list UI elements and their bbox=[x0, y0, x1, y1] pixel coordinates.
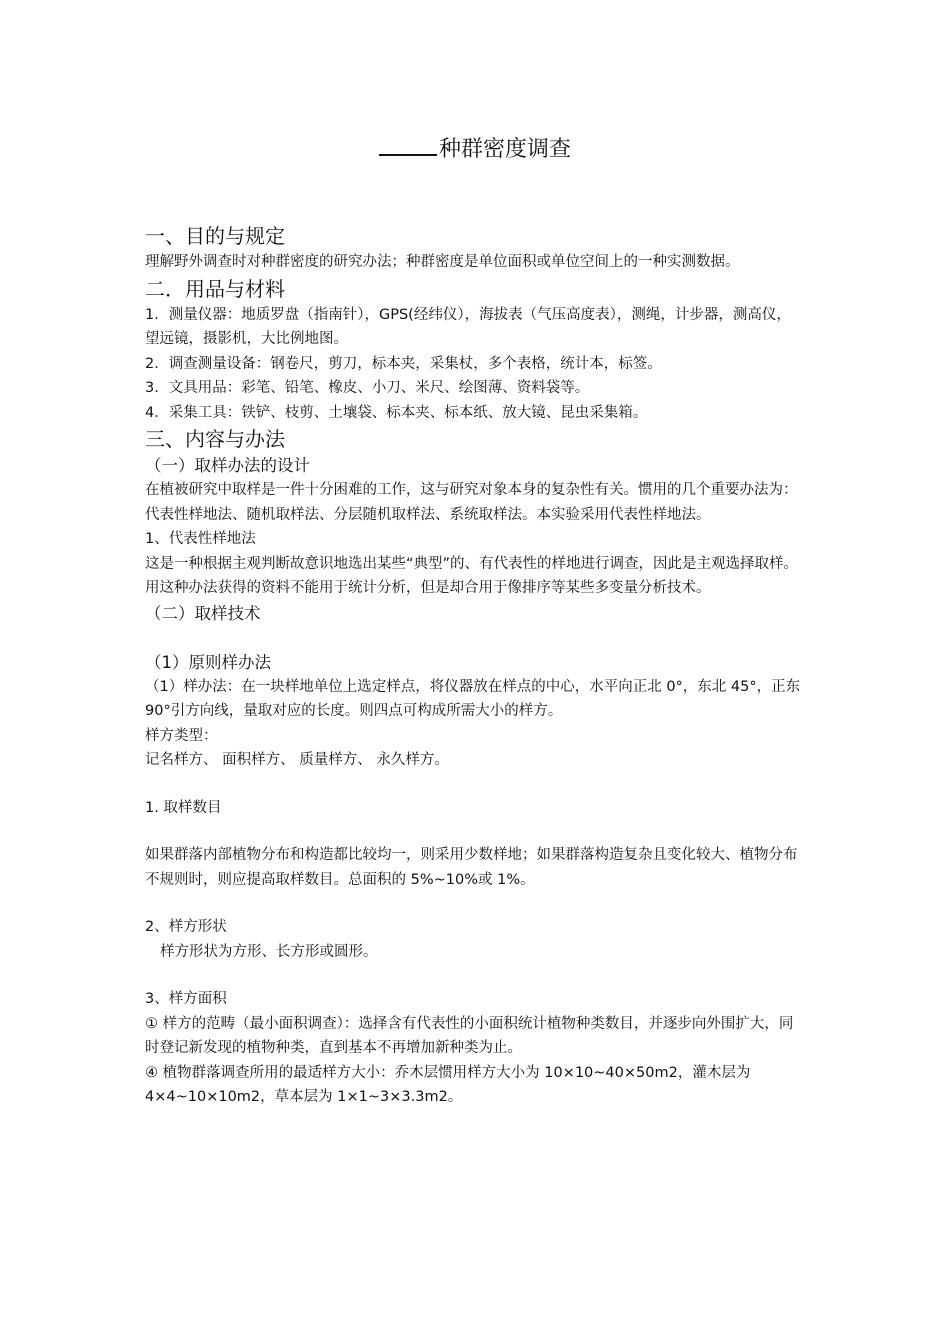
page-title bbox=[0, 132, 950, 167]
subsection-1-body: 在植被研究中取样是一件十分困难的工作，这与研究对象本身的复杂性有关。惯用的几个重要办法为：代表性样地法、随机取样法、分层随机取样法、系统取样法。本实验采用代表性样地法。 bbox=[145, 482, 798, 523]
sample-count-body: 如果群落内部植物分布和构造都比较均一，则采用少数样地；如果群落构造复杂且变化较大、植物分布不规则时，则应提高取样数目。总面积的 5%~10%或 1%。 bbox=[145, 847, 798, 888]
quadrat-types-label: 样方类型： bbox=[145, 727, 218, 744]
document-body bbox=[145, 222, 805, 1110]
materials-item-3: 3．文具用品：彩笔、铅笔、橡皮、小刀、米尺、绘图薄、资料袋等。 bbox=[145, 380, 590, 396]
quadrat-area-item-1: ① 样方的范畴（最小面积调查）：选择含有代表性的小面积统计植物种类数目，并逐步向外围扩大，同时登记新发现的植物种类，直到基本不再增加新种类为止。 bbox=[145, 1015, 794, 1056]
quadrat-shape-body: 样方形状为方形、长方形或圆形。 bbox=[160, 943, 378, 960]
section-1-heading: 一、目的与规定 bbox=[145, 224, 285, 248]
quadrat-area-heading: 3、样方面积 bbox=[145, 991, 227, 1007]
spacer bbox=[145, 626, 805, 650]
spacer bbox=[145, 892, 805, 915]
quadrat-types-list: 记名样方、 面积样方、 质量样方、 永久样方。 bbox=[145, 752, 449, 768]
spacer bbox=[145, 773, 805, 796]
materials-item-2: 2．调查测量设备：钢卷尺，剪刀，标本夹，采集杖，多个表格，统计本，标签。 bbox=[145, 355, 662, 372]
method-1-body: 这是一种根据主观判断故意识地选出某些“典型”的、有代表性的样地进行调查，因此是主观选择取样。用这种办法获得的资料不能用于统计分析，但是却合用于像排序等某些多变量分析技术。 bbox=[145, 555, 799, 596]
spacer bbox=[145, 820, 805, 843]
section-2-heading: 二．用品与材料 bbox=[145, 276, 285, 301]
section-3-heading: 三、内容与办法 bbox=[145, 427, 285, 451]
principle-heading: （1）原则样办法 bbox=[145, 652, 271, 672]
subsection-1-heading: （一）取样办法的设计 bbox=[145, 456, 310, 475]
title-blank-line bbox=[379, 132, 437, 156]
principle-body: （1）样办法：在一块样地单位上选定样点，将仪器放在样点的中心，水平向正北 0°，东北 45°，正东 90°引方向线，量取对应的长度。则四点可构成所需大小的样方。 bbox=[145, 678, 801, 719]
quadrat-area-item-2: ④ 植物群落调查所用的最适样方大小：乔木层惯用样方大小为 10×10~40×50m2，灌木层为 4×4~10×10m2，草本层为 1×1~3×3.3m2。 bbox=[145, 1064, 751, 1105]
title-text: 种群密度调查 bbox=[438, 137, 571, 162]
spacer bbox=[145, 964, 805, 987]
section-1-body: 理解野外调查时对种群密度的研究办法；种群密度是单位面积或单位空间上的一种实测数据。 bbox=[145, 254, 740, 270]
subsection-2-heading: （二）取样技术 bbox=[145, 603, 261, 623]
quadrat-shape-heading: 2、样方形状 bbox=[145, 919, 227, 935]
method-1-heading: 1、代表性样地法 bbox=[145, 531, 256, 547]
materials-item-4: 4．采集工具：铁铲、枝剪、土壤袋、标本夹、标本纸、放大镜、昆虫采集箱。 bbox=[145, 404, 648, 421]
materials-item-1: 1．测量仪器：地质罗盘（指南针），GPS(经纬仪），海拔表（气压高度表），测绳，计步器，测高仪，望远镜，摄影机，大比例地图。 bbox=[145, 306, 791, 347]
sample-count-heading: 1. 取样数目 bbox=[145, 799, 222, 816]
